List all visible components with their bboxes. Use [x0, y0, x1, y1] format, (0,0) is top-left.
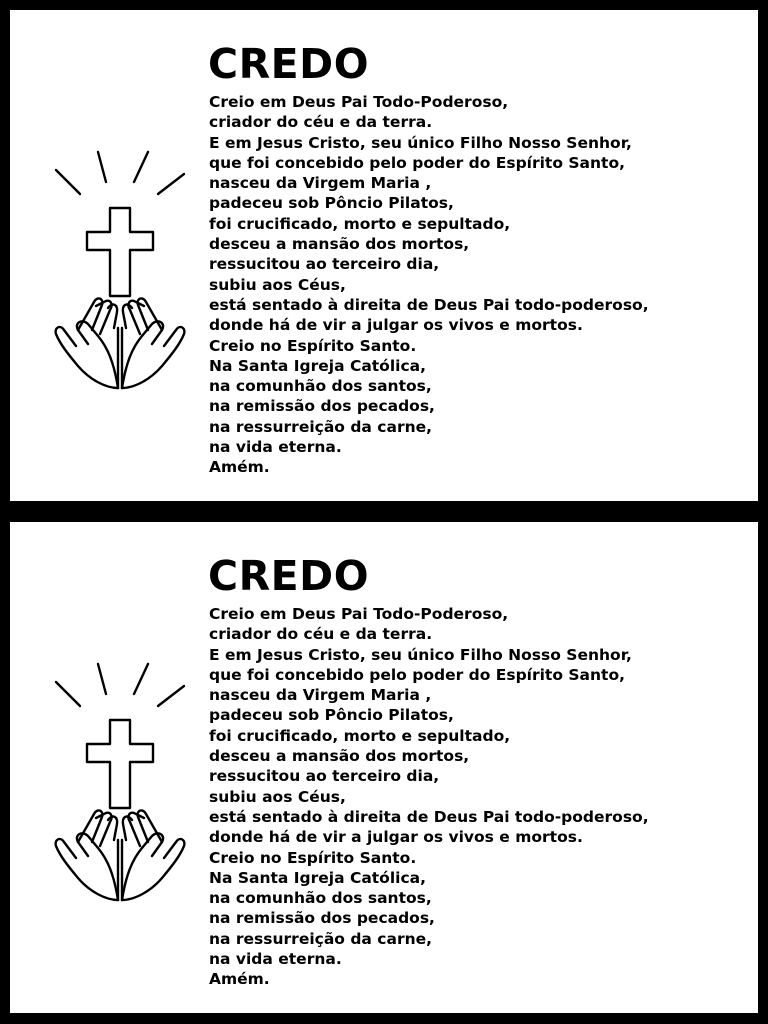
prayer-line: na vida eterna.	[209, 438, 342, 457]
prayer-line: foi crucificado, morto e sepultado,	[209, 214, 511, 233]
cross-icon	[87, 208, 153, 296]
prayer-line: na vida eterna.	[209, 950, 342, 969]
prayer-line: foi crucificado, morto e sepultado,	[209, 726, 511, 745]
prayer-line: nasceu da Virgem Maria ,	[209, 686, 432, 705]
cross-icon	[87, 720, 153, 808]
prayer-line: está sentado à direita de Deus Pai todo-poderoso,	[209, 807, 649, 826]
prayer-line: padeceu sob Pôncio Pilatos,	[209, 706, 454, 725]
prayer-line: na comunhão dos santos,	[209, 889, 432, 908]
prayer-text	[209, 92, 649, 478]
prayer-title: CREDO	[208, 40, 370, 88]
prayer-line: Creio em Deus Pai Todo-Poderoso,	[209, 605, 509, 623]
praying-hands-icon	[56, 298, 185, 388]
prayer-line: na ressurreição da carne,	[209, 417, 433, 436]
prayer-line: que foi concebido pelo poder do Espírito Santo,	[209, 153, 625, 172]
prayer-line: desceu a mansão dos mortos,	[209, 747, 470, 766]
prayer-line: na ressurreição da carne,	[209, 929, 433, 948]
prayer-line: Amém.	[209, 970, 270, 989]
prayer-line: criador do céu e da terra.	[209, 625, 433, 644]
prayer-line: na remissão dos pecados,	[209, 397, 435, 416]
prayer-line: subiu aos Céus,	[209, 787, 346, 806]
prayer-card-top	[10, 10, 758, 501]
prayer-line: Creio no Espírito Santo.	[209, 848, 417, 867]
prayer-line: Creio no Espírito Santo.	[209, 336, 417, 355]
prayer-line: desceu a mansão dos mortos,	[209, 235, 470, 254]
prayer-line: donde há de vir a julgar os vivos e mortos.	[209, 316, 583, 335]
prayer-title: CREDO	[208, 552, 370, 600]
prayer-line: nasceu da Virgem Maria ,	[209, 174, 432, 193]
prayer-line: Creio em Deus Pai Todo-Poderoso,	[209, 93, 509, 111]
cross-hands-illustration	[54, 660, 186, 908]
prayer-line: padeceu sob Pôncio Pilatos,	[209, 194, 454, 213]
prayer-line: ressucitou ao terceiro dia,	[209, 767, 440, 786]
prayer-line: Amém.	[209, 458, 270, 477]
prayer-card-bottom	[10, 522, 758, 1013]
prayer-line: Na Santa Igreja Católica,	[209, 868, 426, 887]
prayer-line: está sentado à direita de Deus Pai todo-poderoso,	[209, 295, 649, 314]
prayer-line: que foi concebido pelo poder do Espírito Santo,	[209, 665, 625, 684]
prayer-line: subiu aos Céus,	[209, 275, 346, 294]
light-rays-icon	[56, 152, 184, 194]
prayer-line: na comunhão dos santos,	[209, 377, 432, 396]
prayer-line: Na Santa Igreja Católica,	[209, 356, 426, 375]
prayer-line: E em Jesus Cristo, seu único Filho Nosso Senhor,	[209, 133, 632, 152]
cross-hands-illustration	[54, 148, 186, 396]
prayer-line: na remissão dos pecados,	[209, 909, 435, 928]
prayer-line: criador do céu e da terra.	[209, 113, 433, 132]
praying-hands-icon	[56, 810, 185, 900]
prayer-line: ressucitou ao terceiro dia,	[209, 255, 440, 274]
prayer-line: E em Jesus Cristo, seu único Filho Nosso Senhor,	[209, 645, 632, 664]
prayer-line: donde há de vir a julgar os vivos e mortos.	[209, 828, 583, 847]
light-rays-icon	[56, 664, 184, 706]
prayer-text	[209, 604, 649, 990]
